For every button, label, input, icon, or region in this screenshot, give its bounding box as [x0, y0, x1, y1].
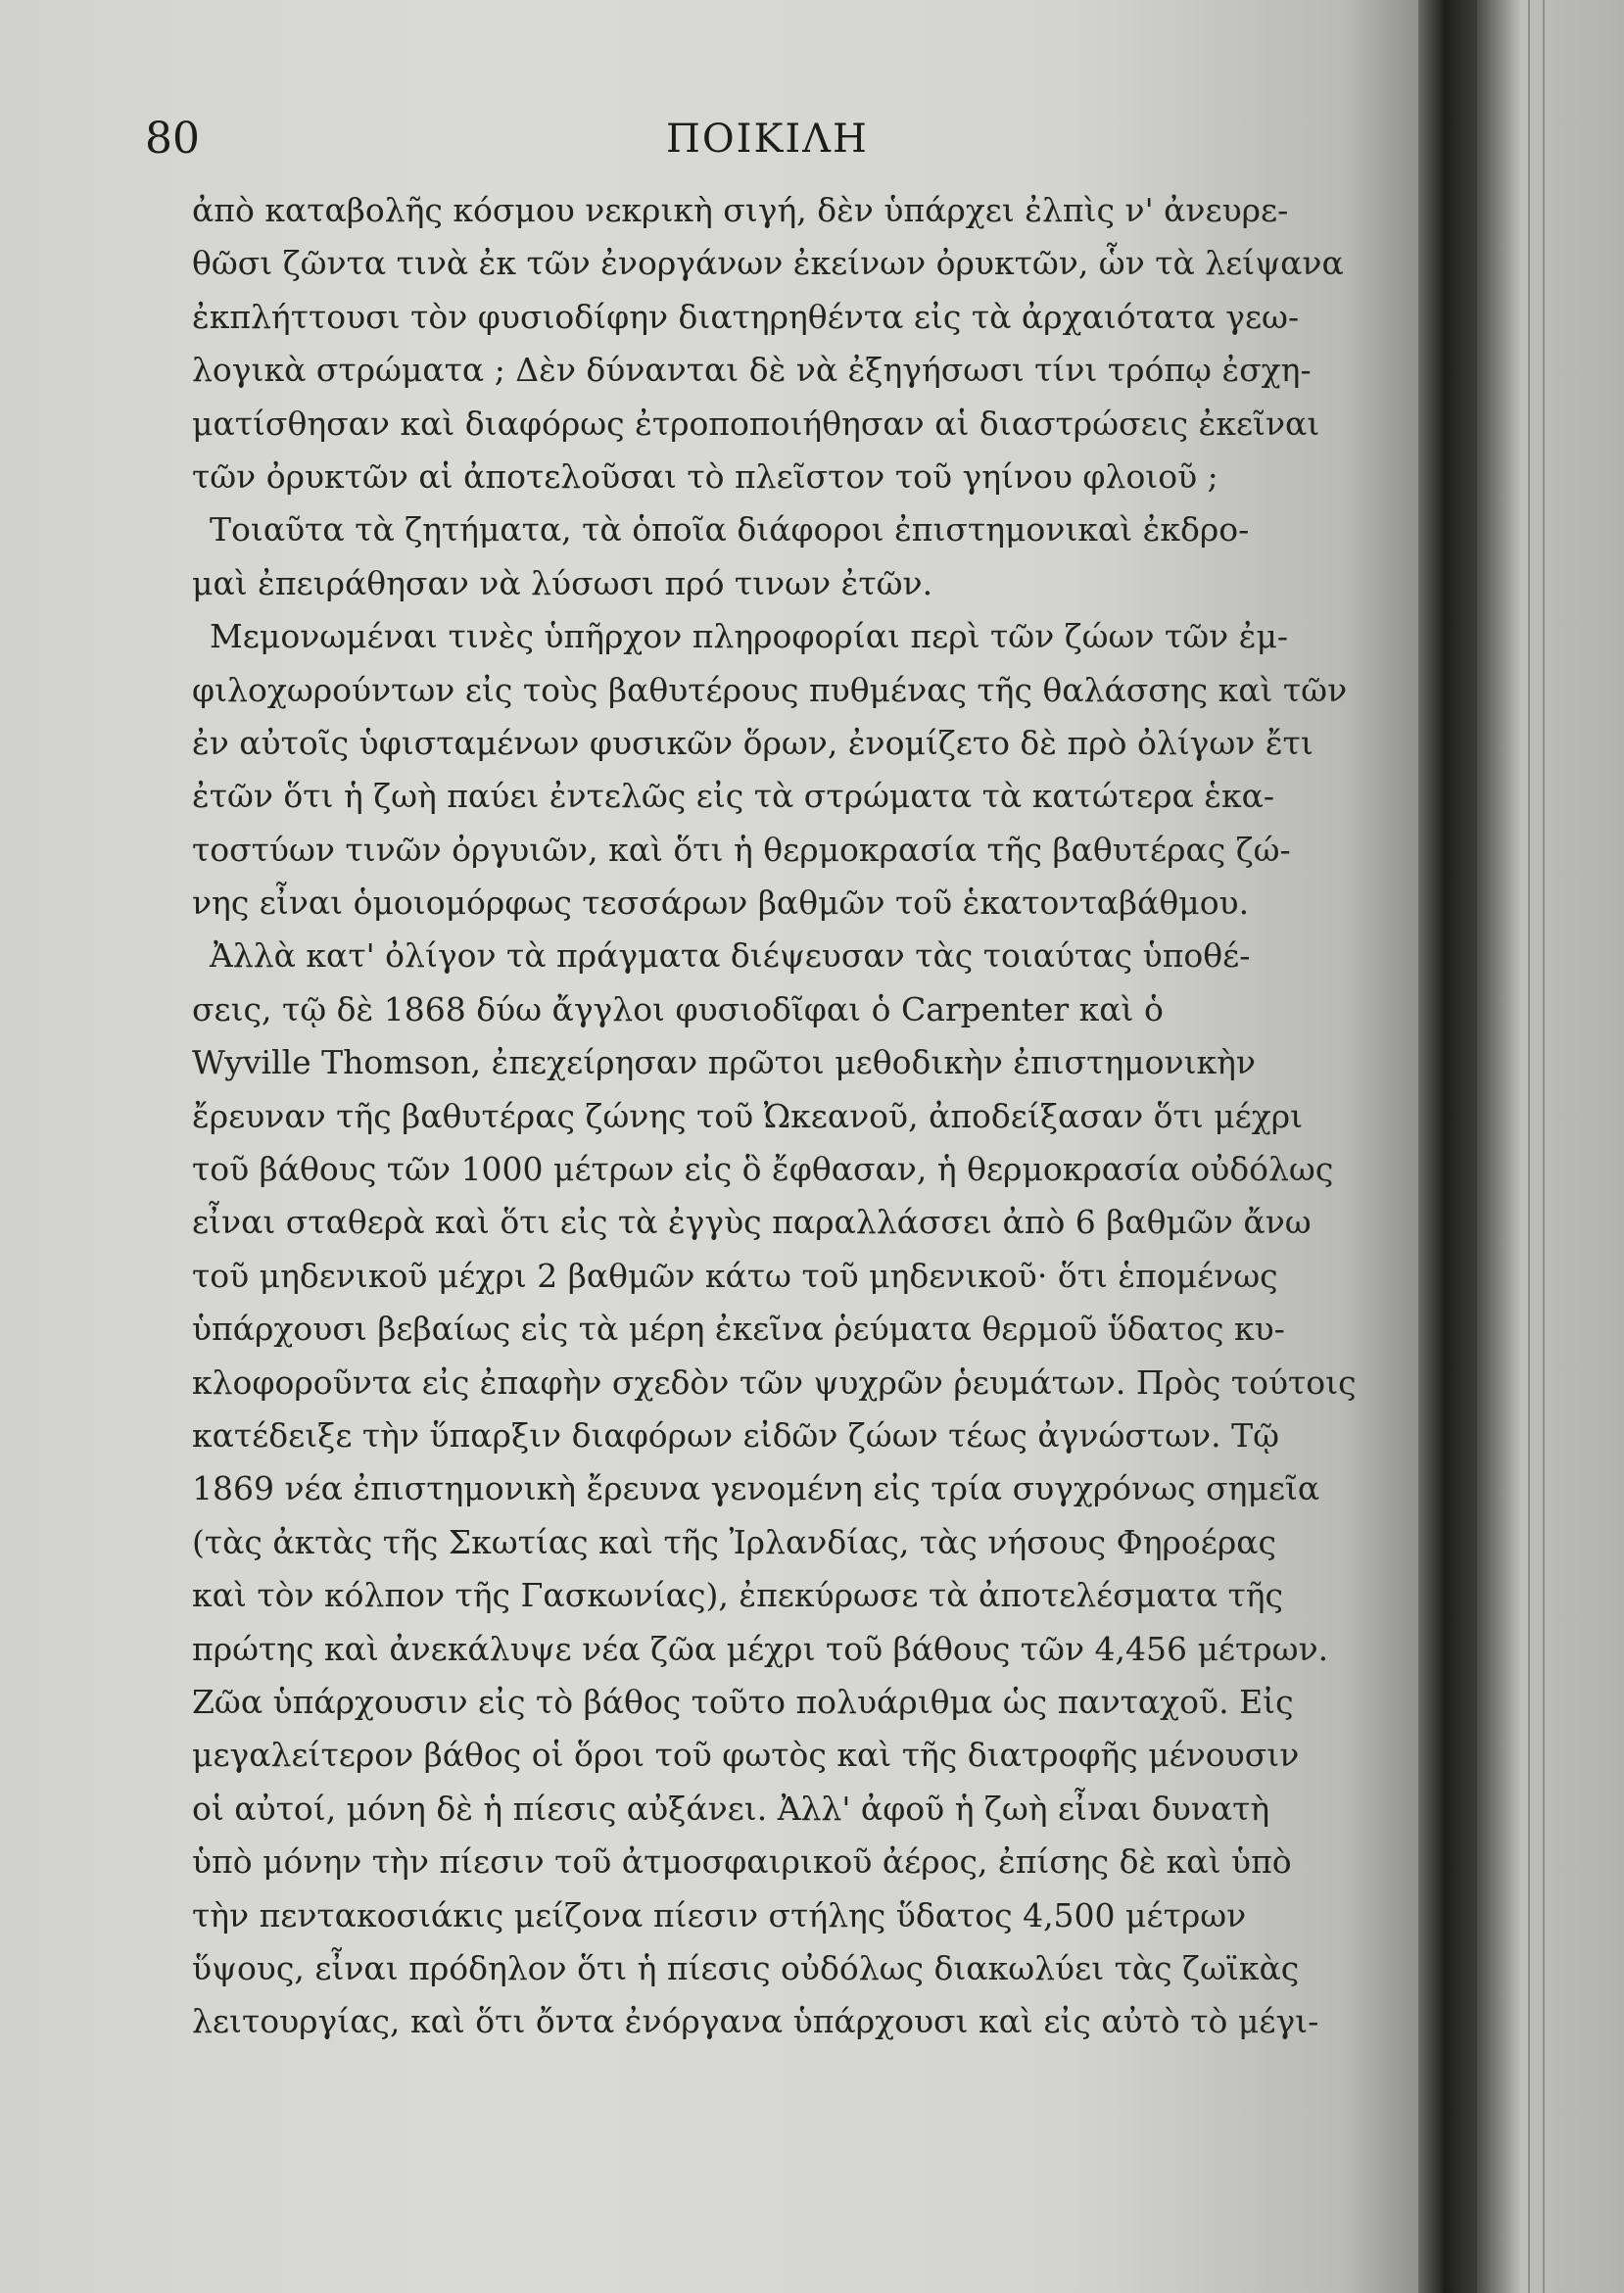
text-line: μαὶ ἐπειράθησαν νὰ λύσωσι πρό τινων ἐτῶν. [192, 563, 933, 602]
text-line: ὑπάρχουσι βεβαίως εἰς τὰ μέρη ἐκεῖνα ῥεύματα θερμοῦ ὕδατος κυ- [192, 1310, 1285, 1349]
text-line: ὕψους, εἶναι πρόδηλον ὅτι ἡ πίεσις οὐδόλως διακωλύει τὰς ζωϊκὰς [192, 1948, 1300, 1987]
text-line: 1869 νέα ἐπιστημονικὴ ἔρευνα γενομένη εἰς τρία συγχρόνως σημεῖα [192, 1469, 1320, 1508]
text-line: ἀπὸ καταβολῆς κόσμου νεκρικὴ σιγή, δὲν ὑπάρχει ἐλπὶς ν' ἀνευρε- [192, 191, 1289, 229]
text-line: ἐκπλήττουσι τὸν φυσιοδίφην διατηρηθέντα εἰς τὰ ἀρχαιότατα γεω- [192, 297, 1300, 336]
text-line: εἶναι σταθερὰ καὶ ὅτι εἰς τὰ ἐγγὺς παραλλάσσει ἀπὸ 6 βαθμῶν ἄνω [192, 1203, 1312, 1242]
text-line: φιλοχωρούντων εἰς τοὺς βαθυτέρους πυθμένας τῆς θαλάσσης καὶ τῶν [192, 670, 1348, 709]
body-text [192, 184, 1428, 2049]
page-header [0, 110, 1430, 168]
text-line: ὑπὸ μόνην τὴν πίεσιν τοῦ ἀτμοσφαιρικοῦ ἀέρος, ἐπίσης δὲ καὶ ὑπὸ [192, 1842, 1292, 1882]
page-edge-line [1543, 0, 1545, 2293]
text-line: Ζῶα ὑπάρχουσιν εἰς τὸ βάθος τοῦτο πολυάριθμα ὡς πανταχοῦ. Εἰς [192, 1682, 1294, 1721]
text-line: τοῦ μηδενικοῦ μέχρι 2 βαθμῶν κάτω τοῦ μηδενικοῦ· ὅτι ἑπομένως [192, 1256, 1278, 1295]
text-line: ἔρευναν τῆς βαθυτέρας ζώνης τοῦ Ὠκεανοῦ, ἀποδείξασαν ὅτι μέχρι [192, 1096, 1304, 1135]
text-line: θῶσι ζῶντα τινὰ ἐκ τῶν ἐνοργάνων ἐκείνων ὀρυκτῶν, ὧν τὰ λείψανα [192, 244, 1344, 283]
text-line: ἐν αὐτοῖς ὑφισταμένων φυσικῶν ὅρων, ἐνομίζετο δὲ πρὸ ὀλίγων ἔτι [192, 723, 1314, 762]
text-line: μεγαλείτερον βάθος οἱ ὅροι τοῦ φωτὸς καὶ τῆς διατροφῆς μένουσιν [192, 1736, 1300, 1775]
text-line: ματίσθησαν καὶ διαφόρως ἐτροποποιήθησαν αἱ διαστρώσεις ἐκεῖναι [192, 404, 1320, 443]
text-line: καὶ τὸν κόλπον τῆς Γασκωνίας), ἐπεκύρωσε τὰ ἀποτελέσματα τῆς [192, 1576, 1284, 1615]
text-line: λειτουργίας, καὶ ὅτι ὄντα ἐνόργανα ὑπάρχουσι καὶ εἰς αὐτὸ τὸ μέγι- [192, 2002, 1319, 2041]
text-line: (τὰς ἀκτὰς τῆς Σκωτίας καὶ τῆς Ἰρλανδίας, τὰς νήσους Φηροέρας [192, 1522, 1276, 1561]
text-line: τῶν ὀρυκτῶν αἱ ἀποτελοῦσαι τὸ πλεῖστον τοῦ γηίνου φλοιοῦ ; [192, 456, 1218, 496]
page-edge-line [1528, 0, 1530, 2293]
paragraph-start-line: Τοιαῦτα τὰ ζητήματα, τὰ ὁποῖα διάφοροι ἐπιστημονικαὶ ἐκδρο- [210, 510, 1250, 549]
text-line: πρώτης καὶ ἀνεκάλυψε νέα ζῶα μέχρι τοῦ βάθους τῶν 4,456 μέτρων. [192, 1629, 1329, 1668]
text-line: τὴν πεντακοσιάκις μείζονα πίεσιν στήλης ὕδατος 4,500 μέτρων [192, 1895, 1247, 1935]
paragraph-start-line: Ἀλλὰ κατ' ὀλίγον τὰ πράγματα διέψευσαν τὰς τοιαύτας ὑποθέ- [210, 936, 1251, 976]
text-line: λογικὰ στρώματα ; Δὲν δύνανται δὲ νὰ ἐξηγήσωσι τίνι τρόπῳ ἐσχη- [192, 351, 1312, 390]
text-line: κλοφοροῦντα εἰς ἐπαφὴν σχεδὸν τῶν ψυχρῶν ῥευμάτων. Πρὸς τούτοις [192, 1362, 1357, 1402]
text-line: οἱ αὐτοί, μόνη δὲ ἡ πίεσις αὐξάνει. Ἀλλ' ἀφοῦ ἡ ζωὴ εἶναι δυνατὴ [192, 1789, 1270, 1828]
facing-page-edge [1477, 0, 1624, 2293]
text-line: Wyville Thomson, ἐπεχείρησαν πρῶτοι μεθοδικὴν ἐπιστημονικὴν [192, 1043, 1256, 1082]
running-head: ΠΟΙΚΙΛΗ [666, 117, 869, 162]
paragraph-start-line: Μεμονωμέναι τινὲς ὑπῆρχον πληροφορίαι περὶ τῶν ζώων τῶν ἐμ- [210, 617, 1289, 656]
text-line: σεις, τῷ δὲ 1868 δύω ἄγγλοι φυσιοδῖφαι ὁ Carpenter καὶ ὁ [192, 989, 1164, 1028]
text-line: κατέδειξε τὴν ὕπαρξιν διαφόρων εἰδῶν ζώων τέως ἀγνώστων. Τῷ [192, 1415, 1280, 1455]
text-line: τοῦ βάθους τῶν 1000 μέτρων εἰς ὃ ἔφθασαν, ἡ θερμοκρασία οὐδόλως [192, 1150, 1334, 1189]
text-line: ἐτῶν ὅτι ἡ ζωὴ παύει ἐντελῶς εἰς τὰ στρώματα τὰ κατώτερα ἑκα- [192, 777, 1275, 816]
text-line: νης εἶναι ὁμοιομόρφως τεσσάρων βαθμῶν τοῦ ἑκατονταβάθμου. [192, 884, 1250, 923]
page-number: 80 [145, 114, 200, 164]
text-line: τοστύων τινῶν ὀργυιῶν, καὶ ὅτι ἡ θερμοκρασία τῆς βαθυτέρας ζώ- [192, 830, 1291, 869]
